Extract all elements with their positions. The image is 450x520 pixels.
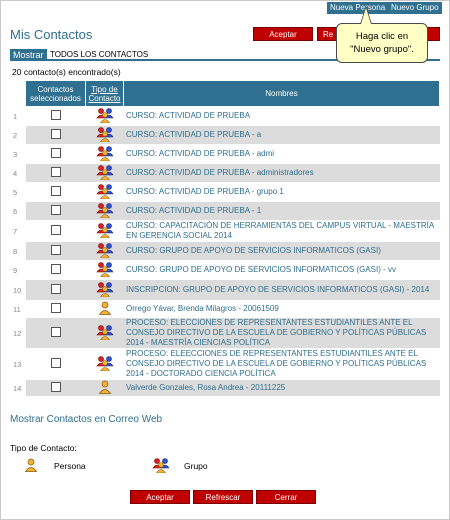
contact-name-link[interactable]: CURSO: ACTIVIDAD DE PRUEBA [124,107,440,125]
row-number: 4 [10,164,26,182]
row-select-cell [26,221,86,241]
aceptar-button[interactable]: Aceptar [130,490,190,504]
group-icon [86,145,124,163]
row-number: 11 [10,301,26,317]
row-checkbox[interactable] [51,245,61,255]
group-icon [86,280,124,300]
row-select-cell [26,280,86,300]
filter-select[interactable]: TODOS LOS CONTACTOS [50,50,149,59]
contact-name-link[interactable]: CURSO: GRUPO DE APOYO DE SERVICIOS INFORMATICOS (GASI) [124,242,440,260]
tooltip-line-1: Haga clic en [355,31,409,42]
row-number: 14 [10,380,26,396]
row-select-cell [26,145,86,163]
group-icon [86,164,124,182]
table-row [10,164,440,182]
contact-name-link[interactable]: Orrego Yávar, Brenda Milagros - 20061509 [124,301,440,317]
tooltip-line-2: "Nuevo grupo". [350,44,414,55]
group-icon [86,126,124,144]
row-number: 6 [10,202,26,220]
row-checkbox[interactable] [51,303,61,313]
cerrar-button[interactable]: Cerrar [256,490,316,504]
tooltip-tail-fill [361,8,371,24]
contact-name-link[interactable]: CURSO: CAPACITACIÓN DE HERRAMIENTAS DEL CAMPUS VIRTUAL - MAESTRÍA EN GERENCIA SOCIAL 2014 [124,221,440,241]
table-row [10,380,440,396]
row-select-cell [26,349,86,379]
group-icon [86,242,124,260]
row-number: 2 [10,126,26,144]
row-checkbox[interactable] [51,167,61,177]
table-row [10,301,440,317]
row-checkbox[interactable] [51,129,61,139]
row-number: 5 [10,183,26,201]
row-select-cell [26,380,86,396]
contact-name-link[interactable]: CURSO: ACTIVIDAD DE PRUEBA - administradores [124,164,440,182]
row-checkbox[interactable] [51,225,61,235]
header-num [10,81,26,106]
row-checkbox[interactable] [51,382,61,392]
show-contacts-webmail-link[interactable]: Mostrar Contactos en Correo Web [10,414,163,425]
row-number: 12 [10,318,26,348]
table-row [10,318,440,348]
row-checkbox[interactable] [51,205,61,215]
row-number: 9 [10,261,26,279]
row-checkbox[interactable] [51,327,61,337]
header-names: Nombres [124,81,440,106]
page-title: Mis Contactos [10,27,93,42]
group-icon [86,349,124,379]
row-number: 8 [10,242,26,260]
row-checkbox[interactable] [51,358,61,368]
row-select-cell [26,242,86,260]
group-icon [86,221,124,241]
result-count: 20 contacto(s) encontrado(s) [12,67,121,77]
group-icon [86,261,124,279]
row-select-cell [26,164,86,182]
group-icon [86,202,124,220]
nueva-persona-link[interactable]: Nueva Persona [327,2,388,14]
header-type[interactable] [86,81,124,106]
person-icon [86,301,124,317]
header-type-link[interactable]: Tipo de Contacto [88,84,121,103]
row-select-cell [26,107,86,125]
table-row [10,183,440,201]
refrescar-button[interactable]: Refrescar [193,490,253,504]
row-number: 10 [10,280,26,300]
row-checkbox[interactable] [51,110,61,120]
table-row [10,107,440,125]
help-tooltip [336,23,428,63]
row-select-cell [26,318,86,348]
legend-persona: Persona [54,461,86,471]
refrescar-button-top[interactable]: Re [317,27,339,41]
row-checkbox[interactable] [51,186,61,196]
row-checkbox[interactable] [51,264,61,274]
table-row [10,126,440,144]
row-number: 7 [10,221,26,241]
row-select-cell [26,301,86,317]
row-number: 13 [10,349,26,379]
group-icon [86,107,124,125]
row-select-cell [26,261,86,279]
group-icon [152,457,170,475]
table-row [10,242,440,260]
group-icon [86,318,124,348]
row-checkbox[interactable] [51,284,61,294]
person-icon [24,458,38,474]
nuevo-grupo-link[interactable]: Nuevo Grupo [388,2,442,14]
row-select-cell [26,126,86,144]
legend-title: Tipo de Contacto: [10,443,77,453]
cerrar-button-top[interactable] [426,27,440,41]
table-row [10,145,440,163]
person-icon [86,380,124,396]
filter-label: Mostrar [10,49,47,61]
row-number: 3 [10,145,26,163]
contacts-table [10,80,440,397]
contact-name-link[interactable]: CURSO: ACTIVIDAD DE PRUEBA - admi [124,145,440,163]
table-row [10,280,440,300]
table-row [10,261,440,279]
group-icon [86,183,124,201]
aceptar-button-top[interactable]: Aceptar [253,27,313,41]
table-row [10,202,440,220]
table-row [10,349,440,379]
row-select-cell [26,202,86,220]
contact-name-link[interactable]: PROCESO: ELECCIONES DE REPRESENTANTES ESTUDIANTILES ANTE EL CONSEJO DIRECTIVO DE LA ESCUELA DE GOBIERNO Y POLÍTICAS PÚBLICAS 2014 - MAESTRÍA CIENCIAS POLÍTICA [124,318,440,348]
row-checkbox[interactable] [51,148,61,158]
row-select-cell [26,183,86,201]
contact-name-link[interactable]: Valverde Gonzales, Rosa Andrea - 20111225 [124,380,440,396]
legend-grupo: Grupo [184,461,208,471]
contact-name-link[interactable]: CURSO: ACTIVIDAD DE PRUEBA - grupo 1 [124,183,440,201]
contact-name-link[interactable]: CURSO: ACTIVIDAD DE PRUEBA - 1 [124,202,440,220]
contact-name-link[interactable]: PROCESO: ELEECCIONES DE REPRESENTANTES ESTUDIANTILES ANTE EL CONSEJO DIRECTIVO DE LA ESCUELA DE GOBIERNO Y POLÍTICAS PÚBLICAS 2014 - DOCTORADO CIENCIA POLÍTICA [124,349,440,379]
contact-name-link[interactable]: CURSO: ACTIVIDAD DE PRUEBA - a [124,126,440,144]
contact-name-link[interactable]: INSCRIPCION: GRUPO DE APOYO DE SERVICIOS INFORMATICOS (GASI) - 2014 [124,280,440,300]
row-number: 1 [10,107,26,125]
header-selected: Contactos seleccionados [26,81,86,106]
table-row [10,221,440,241]
contact-name-link[interactable]: CURSO: GRUPO DE APOYO DE SERVICIOS INFORMATICOS (GASI) - vv [124,261,440,279]
